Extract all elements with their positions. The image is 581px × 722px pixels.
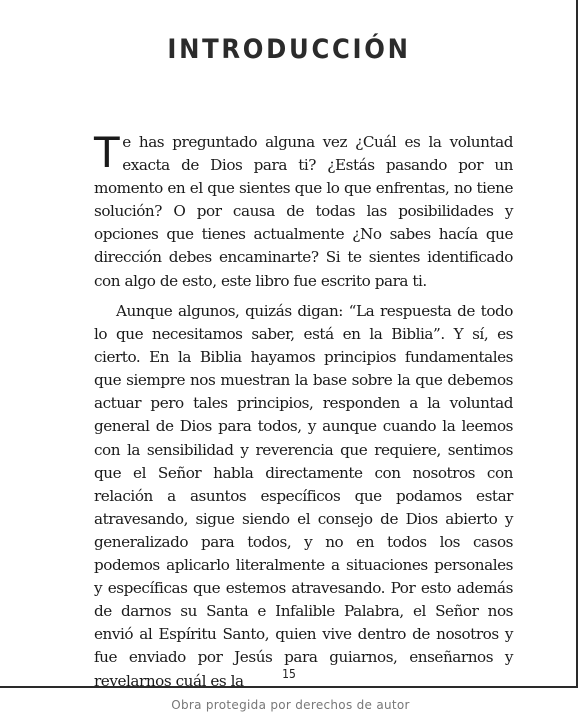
- page-number: 15: [282, 667, 296, 681]
- paragraph-1-text: e has preguntado alguna vez ¿Cuál es la voluntad exacta de Dios para ti? ¿Estás pasando por un momento en el que sientes que lo que enfrentas, no tiene solución? O por causa de todas las posibilidades y opciones que tienes actualmente ¿No sabes hacía que dirección debes encaminarte? Si te sientes identificado con algo de esto, este libro fue escrito para ti.: [94, 133, 513, 290]
- drop-cap: T: [94, 128, 120, 177]
- chapter-title: INTRODUCCIÓN: [167, 34, 411, 65]
- copyright-notice: Obra protegida por derechos de autor: [171, 698, 410, 712]
- paragraph-2: Aunque algunos, quizás digan: “La respuesta de todo lo que necesitamos saber, está en la Biblia”. Y sí, es cierto. En la Biblia hayamos principios fundamentales que siempre nos muestran la base sobre la que debemos actuar pero tales principios, responden a la voluntad general de Dios para todos, y aunque cuando la leemos con la sensibilidad y reverencia que requiere, sentimos que el Señor habla directamente con nosotros con relación a asuntos específicos que podamos estar atravesando, sigue siendo el consejo de Dios abierto y generalizado para todos, y no en todos los casos podemos aplicarlo literalmente a situaciones personales y específicas que estemos atravesando. Por esto además de darnos su Santa e Infalible Palabra, el Señor nos envió al Espíritu Santo, quien vive dentro de nosotros y fue enviado por Jesús para guiarnos, enseñarnos y revelarnos cuál es la: [94, 302, 513, 690]
- paragraph-1: [94, 128, 513, 293]
